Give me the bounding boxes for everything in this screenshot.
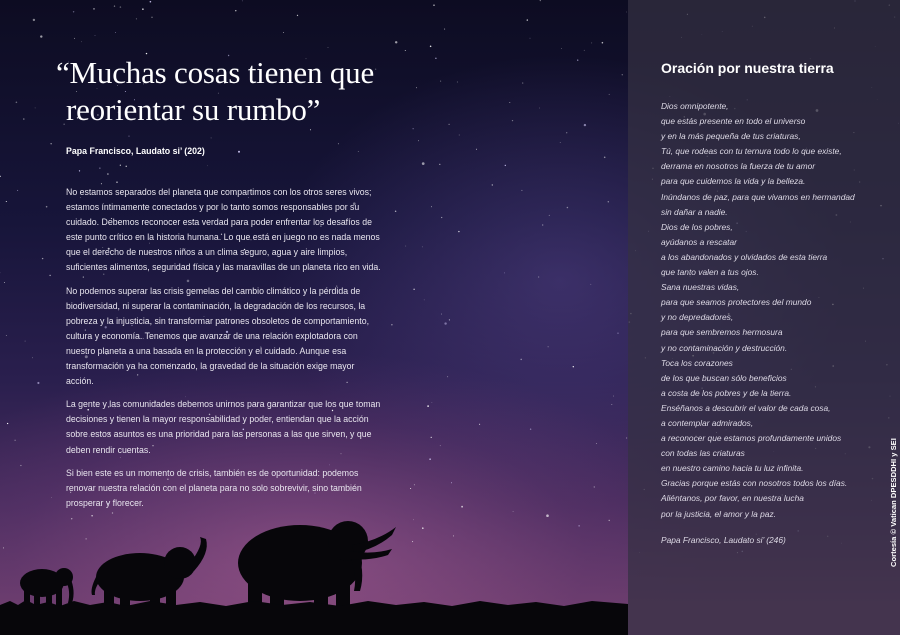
star — [136, 18, 137, 19]
star — [338, 143, 339, 144]
star — [49, 275, 50, 276]
star — [414, 484, 415, 485]
star — [358, 151, 359, 152]
star — [120, 6, 121, 7]
star — [560, 142, 561, 143]
star — [505, 165, 506, 166]
star — [235, 10, 236, 11]
star — [538, 276, 539, 277]
prayer-line: para que seamos protectores del mundo — [661, 297, 812, 308]
prayer-line: Aliéntanos, por favor, en nuestra lucha — [661, 493, 804, 504]
star — [444, 29, 445, 30]
prayer-line: Gracias porque estás con nosotros todos los días. — [661, 478, 848, 489]
star — [584, 124, 586, 126]
star — [422, 162, 425, 165]
star — [424, 300, 425, 301]
prayer-line: a reconocer que estamos profundamente unidos — [661, 433, 842, 444]
star — [6, 201, 7, 202]
star — [93, 8, 94, 9]
star — [440, 445, 441, 446]
star — [120, 165, 121, 166]
star — [395, 41, 397, 43]
body-paragraph: No estamos separados del planeta que compartimos con los otros seres vivos; estamos íntimamente conectados y por lo tanto somos responsables por su cuidado. Debemos reconocer esta verdad para poder enfrentar los desafíos de este punto crítico en la historia humana. Lo que está en juego no es nada menos que el derecho de nuestros niños a un clima seguro, agua y aire limpios, suficientes alimentos, seguridad física y las maravillas de un planeta rico en vida. — [66, 187, 381, 273]
body-text — [66, 185, 384, 519]
star — [37, 382, 39, 384]
body-paragraph: La gente y las comunidades debemos unirnos para garantizar que los que toman decisiones y tienen la mayor responsabilidad y poder, entiendan que la acción sobre estos asuntos es una prioridad para las personas a las que sirven, y que deben rendir cuentas. — [66, 399, 381, 455]
star — [594, 486, 595, 487]
prayer-line: y no depredadores, — [661, 312, 734, 323]
star — [129, 136, 130, 137]
quote-line-2: reorientar su rumbo” — [66, 92, 321, 127]
star — [596, 443, 597, 444]
star — [328, 47, 329, 48]
prayer-line: a contemplar admirados, — [661, 417, 754, 428]
star — [427, 405, 429, 407]
star — [561, 48, 562, 49]
star — [626, 12, 627, 13]
star — [433, 4, 434, 5]
star — [584, 50, 585, 51]
prayer-line: que estás presente en todo el universo — [661, 116, 806, 127]
prayer-line: Dios de los pobres, — [661, 221, 733, 232]
elephant-large — [238, 521, 396, 611]
prayer-line: Inúndanos de paz, para que vivamos en hermandad — [661, 191, 855, 202]
prayer-line: Tú, que rodeas con tu ternura todo lo que existe, — [661, 146, 842, 157]
star — [626, 438, 627, 439]
star — [32, 357, 33, 358]
star — [107, 173, 109, 175]
star — [33, 19, 35, 21]
prayer-line: sin dañar a nadie. — [661, 206, 728, 217]
star — [520, 359, 522, 361]
prayer-line: con todas las criaturas — [661, 448, 745, 459]
star — [126, 166, 127, 167]
star — [602, 42, 604, 44]
star — [23, 118, 25, 120]
star — [114, 5, 115, 6]
prayer-line: por la justicia, el amor y la paz. — [661, 508, 776, 519]
star — [476, 149, 477, 150]
star — [542, 224, 543, 225]
body-paragraph: No podemos superar las crisis gemelas del cambio climático y la pérdida de biodiversidad, ni superar la contaminación, la degradación de los recursos, la pobreza y la injusticia, sin transformar patrones obsoletos de comportamiento, cultura y economía. Tenemos que avanzar de una relación explotadora con nuestro planeta a una basada en la protección y el cuidado. Aunque esa transformación ya ha comenzado, la gravedad de la situación exige mayor acción. — [66, 285, 369, 387]
star — [447, 376, 448, 377]
star — [405, 246, 406, 247]
star — [567, 207, 569, 209]
star — [46, 206, 48, 208]
star — [151, 17, 152, 18]
prayer-title: Oración por nuestra tierra — [661, 60, 834, 76]
star — [79, 170, 80, 171]
star — [540, 0, 541, 1]
prayer-line: Sana nuestras vidas, — [661, 282, 740, 293]
star — [410, 488, 411, 489]
star — [617, 333, 618, 334]
star — [242, 1, 243, 2]
star — [577, 59, 578, 60]
star — [74, 38, 75, 39]
prayer-line: que tanto valen a tus ojos. — [661, 267, 759, 278]
star — [449, 319, 450, 320]
star — [441, 314, 442, 315]
star — [0, 176, 1, 177]
star — [530, 38, 531, 39]
star — [609, 94, 610, 95]
star — [99, 168, 100, 169]
photo-credit-text: Cortesía © Vatican DPESDDHI y SEI — [889, 438, 898, 567]
quote-attribution: Papa Francisco, Laudato si’ (202) — [66, 146, 205, 156]
prayer-line: en nuestro camino hacia tu luz infinita. — [661, 463, 804, 474]
prayer-line: Dios omnipotente, — [661, 101, 729, 111]
elephant-silhouette — [0, 505, 628, 635]
star — [530, 428, 531, 429]
star — [391, 324, 392, 325]
star — [42, 258, 43, 259]
star — [413, 289, 414, 290]
star — [458, 231, 459, 232]
star — [430, 46, 432, 48]
star — [211, 137, 212, 138]
star — [549, 215, 550, 216]
star — [451, 482, 452, 483]
star — [150, 1, 152, 3]
prayer-line: a costa de los pobres y de la tierra. — [661, 387, 792, 398]
prayer-attribution: Papa Francisco, Laudato si’ (246) — [661, 535, 786, 545]
prayer-line: y no contaminación y destrucción. — [661, 342, 788, 353]
star — [613, 396, 614, 397]
star — [608, 201, 609, 202]
star — [35, 108, 36, 109]
star — [591, 42, 592, 43]
prayer-text — [661, 99, 883, 522]
star — [548, 346, 549, 347]
star — [405, 50, 406, 51]
star — [573, 366, 574, 367]
star — [51, 497, 52, 498]
star — [25, 341, 26, 342]
star — [16, 102, 18, 104]
star — [95, 35, 96, 36]
star — [429, 458, 431, 460]
star — [17, 190, 18, 191]
prayer-line: ayúdanos a rescatar — [661, 236, 737, 247]
star — [142, 8, 144, 10]
star — [604, 157, 606, 159]
star — [283, 32, 284, 33]
star — [297, 15, 298, 16]
star — [431, 206, 432, 207]
body-paragraph: Si bien este es un momento de crisis, también es de oportunidad: podemos renovar nuestra relación con el planeta para no solo sobrevivir, sino también prosperar y florecer. — [66, 467, 362, 508]
star — [395, 210, 397, 212]
star — [566, 132, 567, 133]
prayer-line: de los que buscan sólo beneficios — [661, 372, 787, 383]
star — [422, 247, 423, 248]
star — [432, 402, 433, 403]
star — [590, 284, 591, 285]
star — [444, 322, 446, 324]
elephant-medium — [92, 537, 207, 609]
star — [238, 151, 240, 153]
star — [479, 424, 480, 425]
star — [51, 143, 52, 144]
star — [40, 35, 42, 37]
prayer-line: derrama en nosotros la fuerza de tu amor — [661, 161, 816, 172]
star — [14, 440, 15, 441]
prayer-line: y en la más pequeña de tus criaturas, — [661, 131, 801, 142]
star — [521, 190, 522, 191]
star — [20, 465, 21, 466]
star — [441, 217, 442, 218]
star — [527, 19, 528, 20]
star — [413, 128, 414, 129]
star — [459, 135, 460, 136]
prayer-line: a los abandonados y olvidados de esta tierra — [661, 251, 828, 262]
star — [7, 423, 8, 424]
star — [115, 32, 116, 33]
prayer-line: Toca los corazones — [661, 357, 733, 368]
star — [4, 282, 5, 283]
star — [492, 184, 493, 185]
star — [611, 404, 612, 405]
prayer-line: para que cuidemos la vida y la belleza. — [661, 176, 806, 187]
star — [310, 129, 311, 130]
star — [418, 140, 419, 141]
star — [6, 335, 7, 336]
star — [439, 164, 440, 165]
prayer-line: Enséñanos a descubrir el valor de cada cosa, — [661, 402, 831, 413]
star — [431, 437, 432, 438]
star — [622, 74, 623, 75]
star — [504, 273, 505, 274]
star — [207, 165, 208, 166]
quote-line-1: “Muchas cosas tienen que — [56, 55, 375, 90]
prayer-line: para que sembremos hermosura — [661, 327, 783, 338]
quote-heading — [56, 54, 576, 128]
star — [73, 11, 74, 12]
star — [81, 41, 82, 42]
star — [116, 182, 117, 183]
